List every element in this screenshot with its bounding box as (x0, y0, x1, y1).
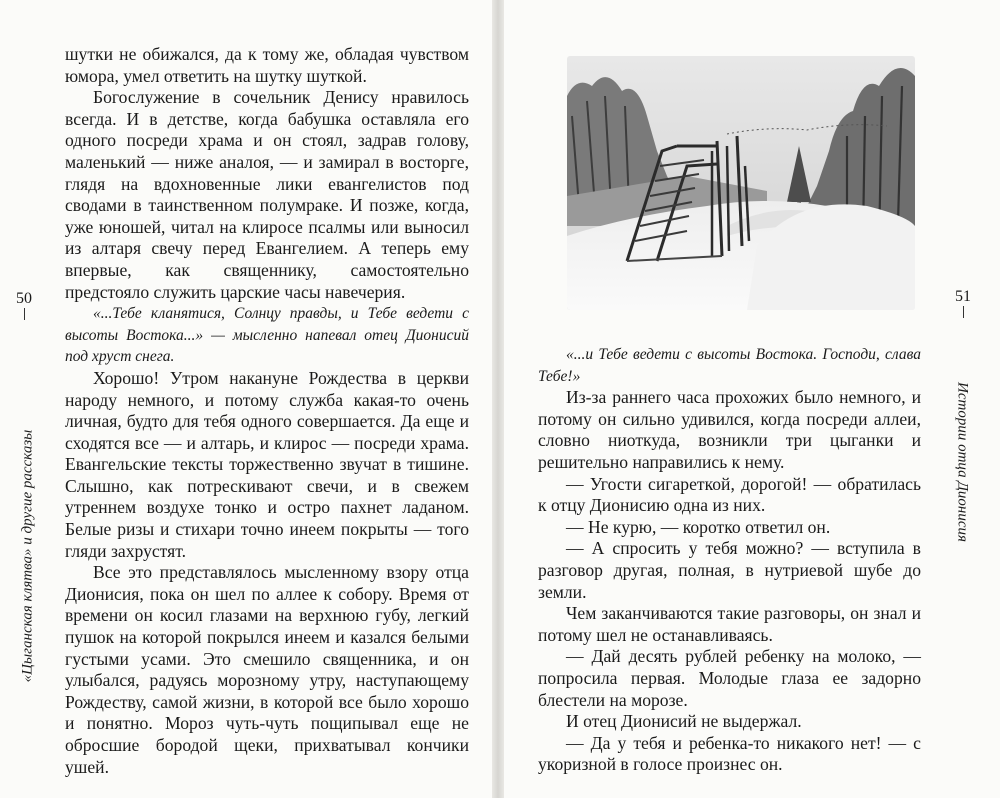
paragraph: Из-за раннего часа прохожих было немного, и потому он сильно удивился, когда посреди аллеи, словно ниоткуда, возникли три цыганки и решительно направились к нему. (538, 387, 921, 472)
page-number-rule-right (963, 306, 964, 318)
paragraph: Все это представлялось мысленному взору отца Дионисия, пока он шел по аллее к собору. Время от времени он косил глазами на верхнюю губу, легкий пушок на которой покрылся инеем и казался белыми густыми усами. Это смешило священника, и он улыбался, радуясь морозному утру, наступающему Рождеству, самой жизни, в которой все было хорошо и понятно. Мороз чуть-чуть пощипывал еще не обросшие бородой щеки, прихватывал кончики ушей. (65, 562, 469, 777)
paragraph: И отец Дионисий не выдержал. (566, 711, 802, 732)
running-head-left: «Цыганская клятва» и другие рассказы (19, 429, 36, 683)
paragraph: — А спросить у тебя можно? — вступила в разговор другая, полная, в нутриевой шубе до земли. (538, 538, 921, 602)
book-gutter (492, 0, 504, 798)
quote-paragraph: «...Тебе кланятися, Солнцу правды, и Тебе ведети с высоты Востока...» — мысленно напевал отец Дионисий под хруст снега. (65, 305, 469, 366)
paragraph: — Да у тебя и ребенка-то никакого нет! — с укоризной в голосе произнес он. (538, 732, 921, 775)
paragraph: Богослужение в сочельник Денису нравилось всегда. И в детстве, когда бабушка оставляла его одного посреди храма и он стоял, задрав голову, маленький — ниже аналоя, — и замирал в восторге, глядя на вдохновенные лики евангелистов под сводами в таинственном полумраке. И позже, когда, уже юношей, читал на клиросе псалмы или выносил из алтаря свечу перед Евангелием. А теперь ему впервые, как священнику, самостоятельно предстояло служить царские часы навечерия. (65, 87, 469, 302)
running-head-right: Истории отца Дионисия (954, 382, 971, 542)
paragraph: Чем заканчиваются такие разговоры, он знал и потому шел не останавливаясь. (538, 603, 921, 645)
right-page-text (538, 344, 921, 776)
paragraph: — Угости сигареткой, дорогой! — обратилась к отцу Дионисию одна из них. (538, 473, 921, 516)
winter-alley-illustration (567, 56, 915, 310)
quote-paragraph: «...и Тебе ведети с высоты Востока. Господи, слава Тебе!» (538, 346, 921, 385)
page-number-rule-left (24, 308, 25, 320)
paragraph: — Дай десять рублей ребенку на молоко, — попросила первая. Молодые глаза ее задорно блестели на морозе. (538, 646, 921, 710)
paragraph: шутки не обижался, да к тому же, обладая чувством юмора, умел ответить на шутку шуткой. (65, 44, 469, 86)
paragraph: Хорошо! Утром накануне Рождества в церкви народу немного, и потому служба какая-то очень личная, будто для тебя одного совершается. Да еще и сходятся все — и алтарь, и клирос — посреди храма. Евангельские тексты торжественно звучат в тишине. Слышно, как потрескивают свечи, и в свежем утреннем воздухе тонко и остро пахнет ладаном. Белые ризы и стихари точно инеем покрыты — того гляди захрустят. (65, 367, 469, 561)
page-number-right: 51 (955, 288, 971, 305)
left-page-text (65, 44, 469, 778)
page-number-left: 50 (16, 290, 32, 307)
paragraph: — Не курю, — коротко ответил он. (566, 516, 831, 537)
